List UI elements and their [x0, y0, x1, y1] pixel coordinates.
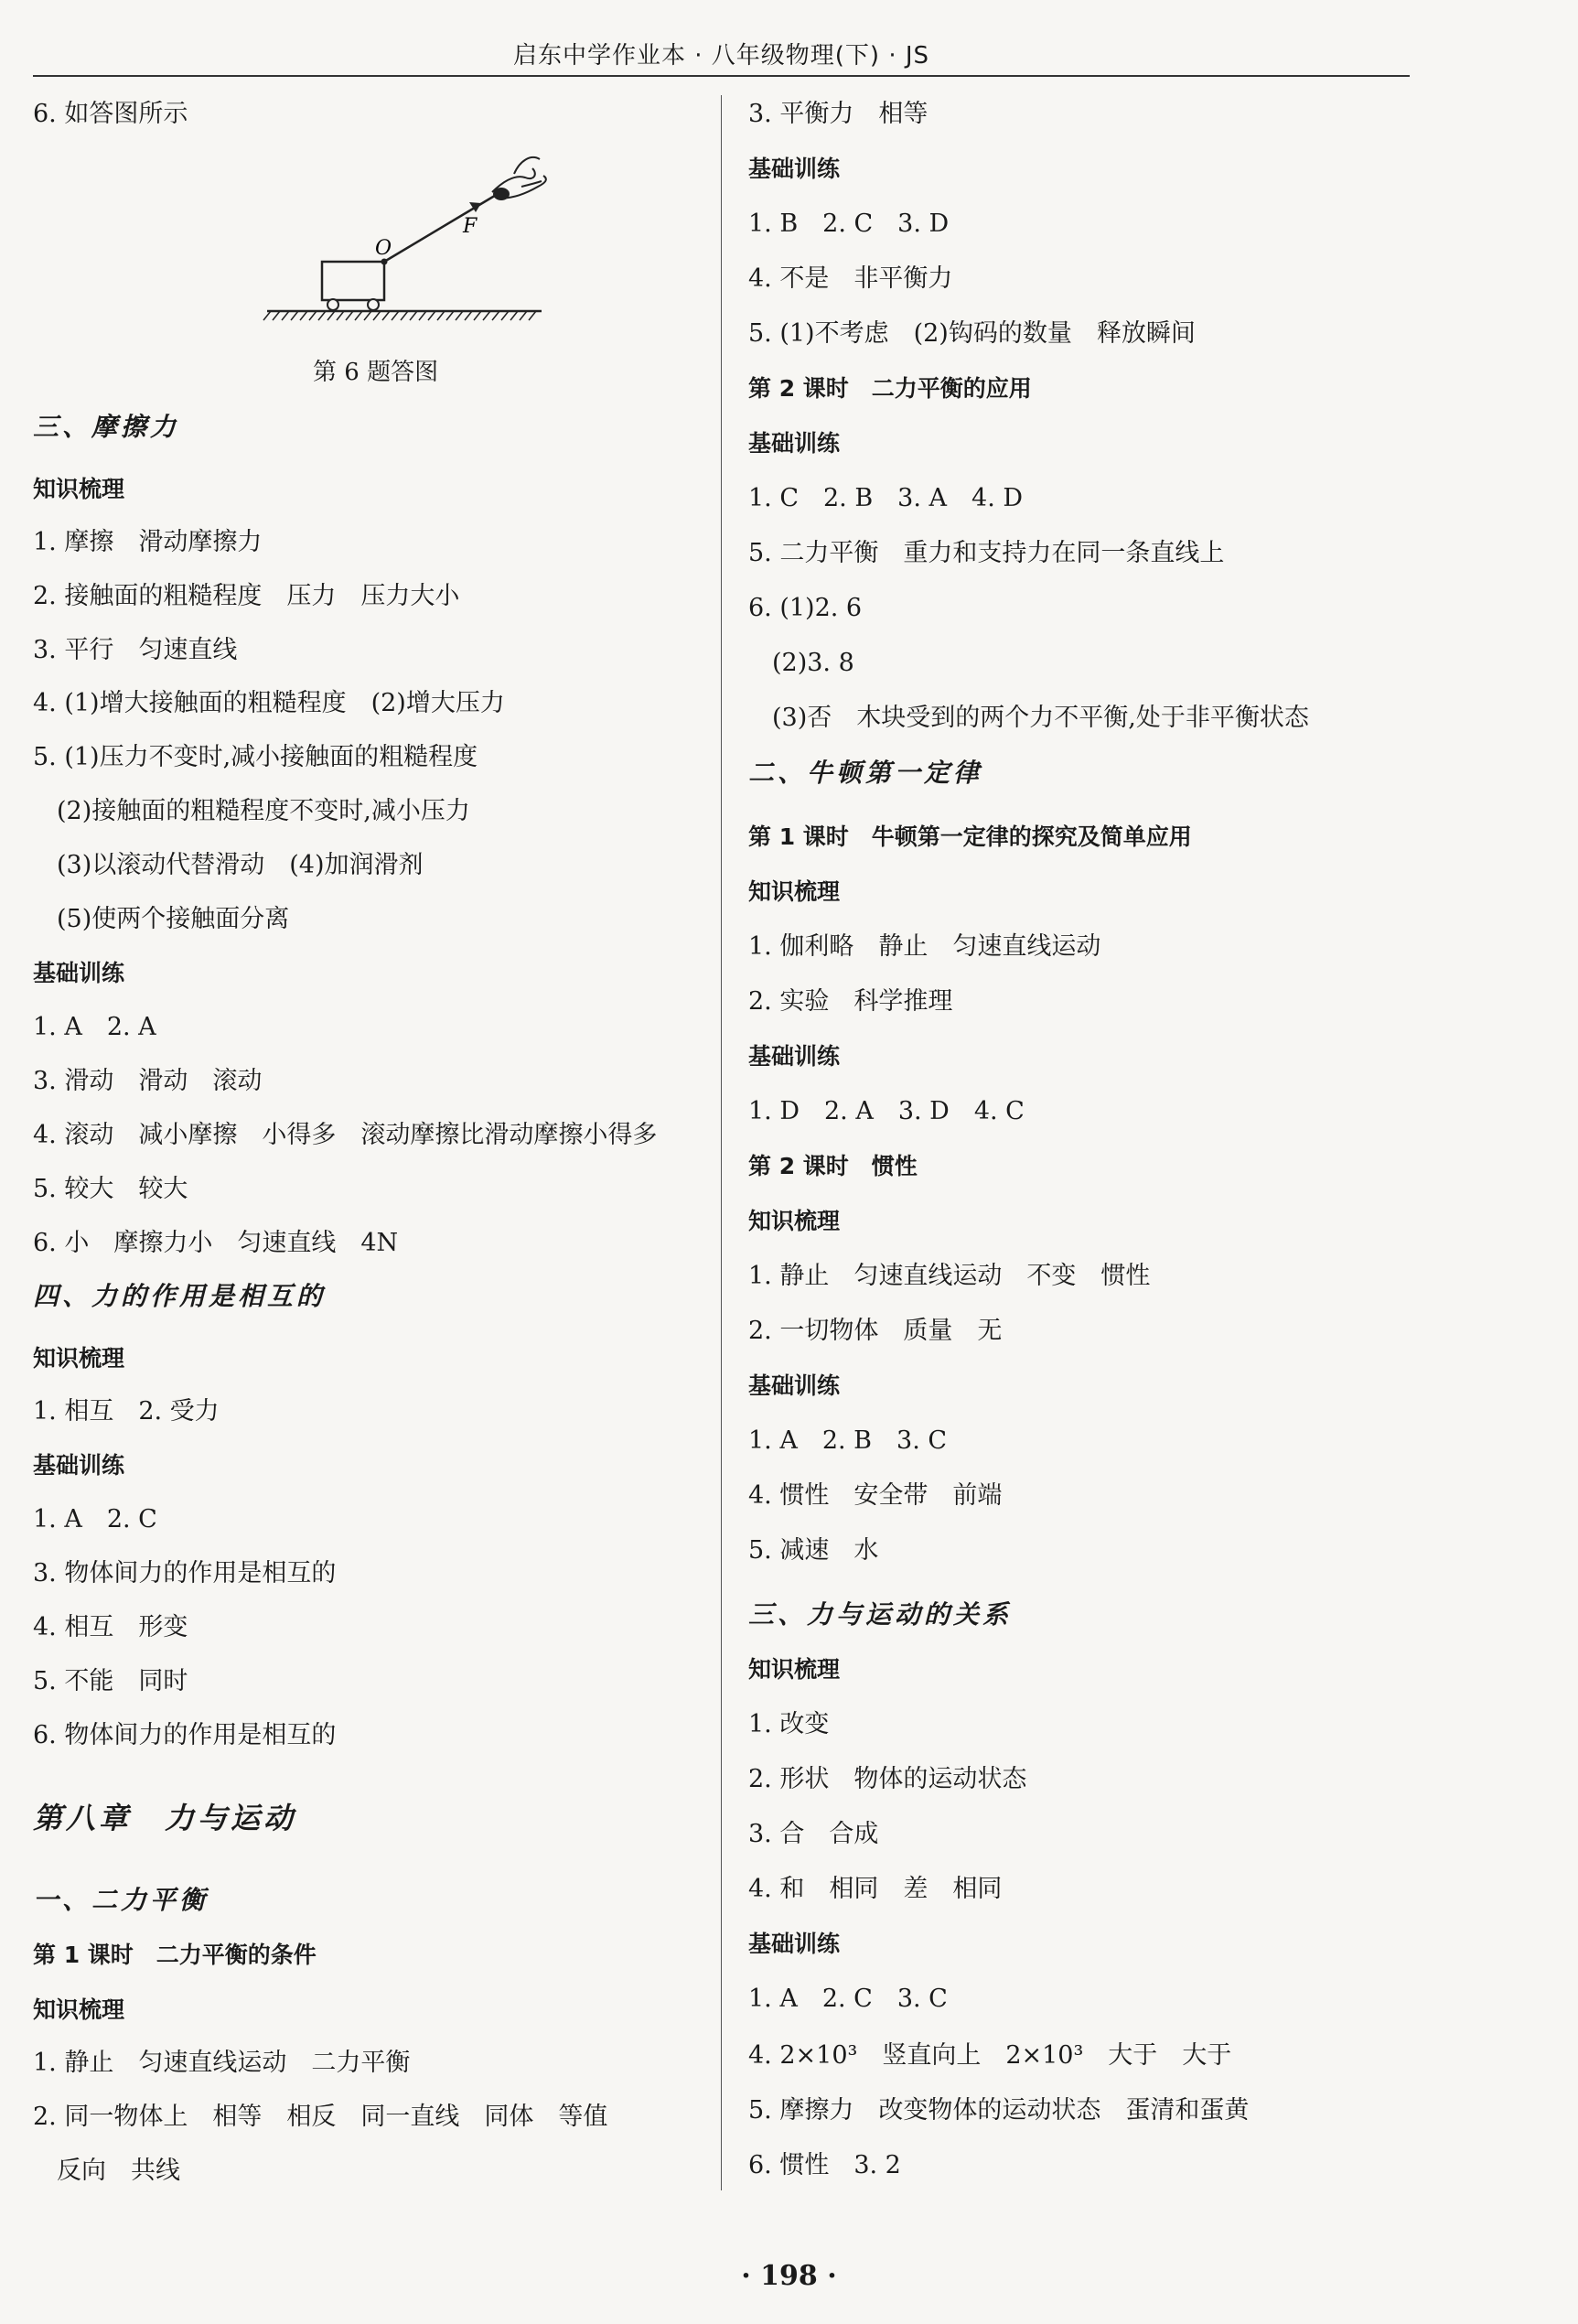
answer-line: 3. 平行 匀速直线 — [33, 636, 238, 664]
answer-line: 5. 摩擦力 改变物体的运动状态 蛋清和蛋黄 — [748, 2096, 1250, 2125]
answer-line: 2. 实验 科学推理 — [748, 987, 953, 1016]
subsection-heading: 基础训练 — [748, 156, 841, 182]
chapter-heading: 第八章 力与运动 — [33, 1801, 297, 1835]
answer-line: 1. 伽利略 静止 匀速直线运动 — [748, 932, 1101, 961]
label-f: F — [463, 215, 478, 238]
hand-icon — [492, 157, 546, 199]
header-rule — [33, 75, 1410, 77]
subsection-heading: 基础训练 — [33, 960, 125, 986]
subsection-heading: 知识梳理 — [748, 1656, 841, 1683]
cart-wheel-right — [368, 299, 379, 310]
answer-line: 5. 较大 较大 — [33, 1175, 188, 1203]
answer-line: 2. 一切物体 质量 无 — [748, 1317, 1003, 1345]
subsection-heading: 第 2 课时 惯性 — [748, 1153, 918, 1179]
answer-line: 5. 二力平衡 重力和支持力在同一条直线上 — [748, 539, 1225, 567]
answer-line: 6. 小 摩擦力小 匀速直线 4N — [33, 1229, 399, 1257]
answer-line: 4. 不是 非平衡力 — [748, 264, 953, 293]
subsection-heading: 基础训练 — [748, 1043, 841, 1070]
ground-hatching — [263, 311, 536, 320]
answer-line: 3. 合 合成 — [748, 1820, 879, 1848]
answer-line: 4. 和 相同 差 相同 — [748, 1875, 1003, 1903]
subsection-heading: 知识梳理 — [748, 1208, 841, 1234]
section-heading: 一、二力平衡 — [33, 1885, 209, 1915]
answer-line: 1. A 2. C — [33, 1505, 157, 1533]
answer-line: 5. (1)不考虑 (2)钩码的数量 释放瞬间 — [748, 319, 1196, 348]
subsection-heading: 第 2 课时 二力平衡的应用 — [748, 375, 1032, 402]
answer-line: 5. (1)压力不变时,减小接触面的粗糙程度 — [33, 743, 478, 771]
force-diagram-figure — [240, 146, 569, 329]
section-heading: 三、力与运动的关系 — [748, 1599, 1013, 1630]
answer-line: 3. 滑动 滑动 滚动 — [33, 1067, 263, 1095]
figure-caption: 第 6 题答图 — [313, 359, 439, 386]
answer-line: 1. 静止 匀速直线运动 不变 惯性 — [748, 1262, 1151, 1290]
cart-body — [322, 262, 384, 300]
section-heading: 二、牛顿第一定律 — [748, 758, 983, 788]
answer-line: (3)以滚动代替滑动 (4)加润滑剂 — [57, 851, 424, 879]
answer-line: 6. 如答图所示 — [33, 100, 188, 128]
page-number: · 198 · — [741, 2260, 837, 2292]
answer-line: 4. 滚动 减小摩擦 小得多 滚动摩擦比滑动摩擦小得多 — [33, 1121, 658, 1149]
answer-line: 1. 静止 匀速直线运动 二力平衡 — [33, 2049, 411, 2077]
answer-line: 3. 平衡力 相等 — [748, 100, 929, 128]
answer-line: 2. 接触面的粗糙程度 压力 压力大小 — [33, 582, 460, 610]
page-header: 启东中学作业本 · 八年级物理(下) · JS — [512, 42, 930, 70]
answer-line: 1. 摩擦 滑动摩擦力 — [33, 528, 263, 556]
section-heading: 三、摩擦力 — [33, 412, 180, 442]
answer-line: 6. 物体间力的作用是相互的 — [33, 1721, 337, 1749]
answer-line: 1. 相互 2. 受力 — [33, 1397, 220, 1426]
subsection-heading: 基础训练 — [33, 1452, 125, 1479]
answer-line: 1. A 2. A — [33, 1013, 156, 1041]
answer-line: 1. B 2. C 3. D — [748, 210, 950, 238]
answer-line: (3)否 木块受到的两个力不平衡,处于非平衡状态 — [772, 704, 1309, 732]
subsection-heading: 知识梳理 — [33, 1345, 125, 1372]
answer-line: 1. C 2. B 3. A 4. D — [748, 484, 1024, 512]
answer-line: 5. 减速 水 — [748, 1536, 879, 1565]
answer-line: (2)3. 8 — [772, 649, 854, 677]
answer-line: 4. 2×10³ 竖直向上 2×10³ 大于 大于 — [748, 2041, 1232, 2070]
answer-line: 1. A 2. B 3. C — [748, 1426, 948, 1455]
force-arrow-line — [384, 194, 498, 262]
answer-line: 1. D 2. A 3. D 4. C — [748, 1097, 1025, 1125]
answer-line: (2)接触面的粗糙程度不变时,减小压力 — [57, 797, 470, 825]
subsection-heading: 知识梳理 — [33, 476, 125, 502]
answer-line: 2. 形状 物体的运动状态 — [748, 1765, 1027, 1793]
subsection-heading: 基础训练 — [748, 1931, 841, 1957]
cart-wheel-left — [327, 299, 338, 310]
answer-line: 5. 不能 同时 — [33, 1667, 188, 1695]
answer-line: 6. (1)2. 6 — [748, 594, 863, 622]
answer-line: 3. 物体间力的作用是相互的 — [33, 1559, 337, 1587]
section-heading: 四、力的作用是相互的 — [33, 1281, 327, 1311]
answer-line: 反向 共线 — [57, 2157, 180, 2185]
answer-line: (5)使两个接触面分离 — [57, 905, 290, 933]
answer-line: 4. (1)增大接触面的粗糙程度 (2)增大压力 — [33, 689, 505, 717]
answer-line: 6. 惯性 3. 2 — [748, 2151, 901, 2179]
answer-line: 1. A 2. C 3. C — [748, 1985, 948, 2013]
label-o: O — [375, 237, 392, 260]
subsection-heading: 基础训练 — [748, 1372, 841, 1399]
subsection-heading: 知识梳理 — [33, 1996, 125, 2023]
answer-line: 4. 惯性 安全带 前端 — [748, 1481, 1003, 1510]
column-divider — [721, 95, 722, 2190]
answer-line: 4. 相互 形变 — [33, 1613, 188, 1641]
subsection-heading: 第 1 课时 牛顿第一定律的探究及简单应用 — [748, 823, 1192, 850]
subsection-heading: 基础训练 — [748, 430, 841, 457]
subsection-heading: 第 1 课时 二力平衡的条件 — [33, 1942, 317, 1968]
answer-line: 2. 同一物体上 相等 相反 同一直线 同体 等值 — [33, 2103, 608, 2131]
subsection-heading: 知识梳理 — [748, 878, 841, 905]
answer-line: 1. 改变 — [748, 1710, 830, 1738]
